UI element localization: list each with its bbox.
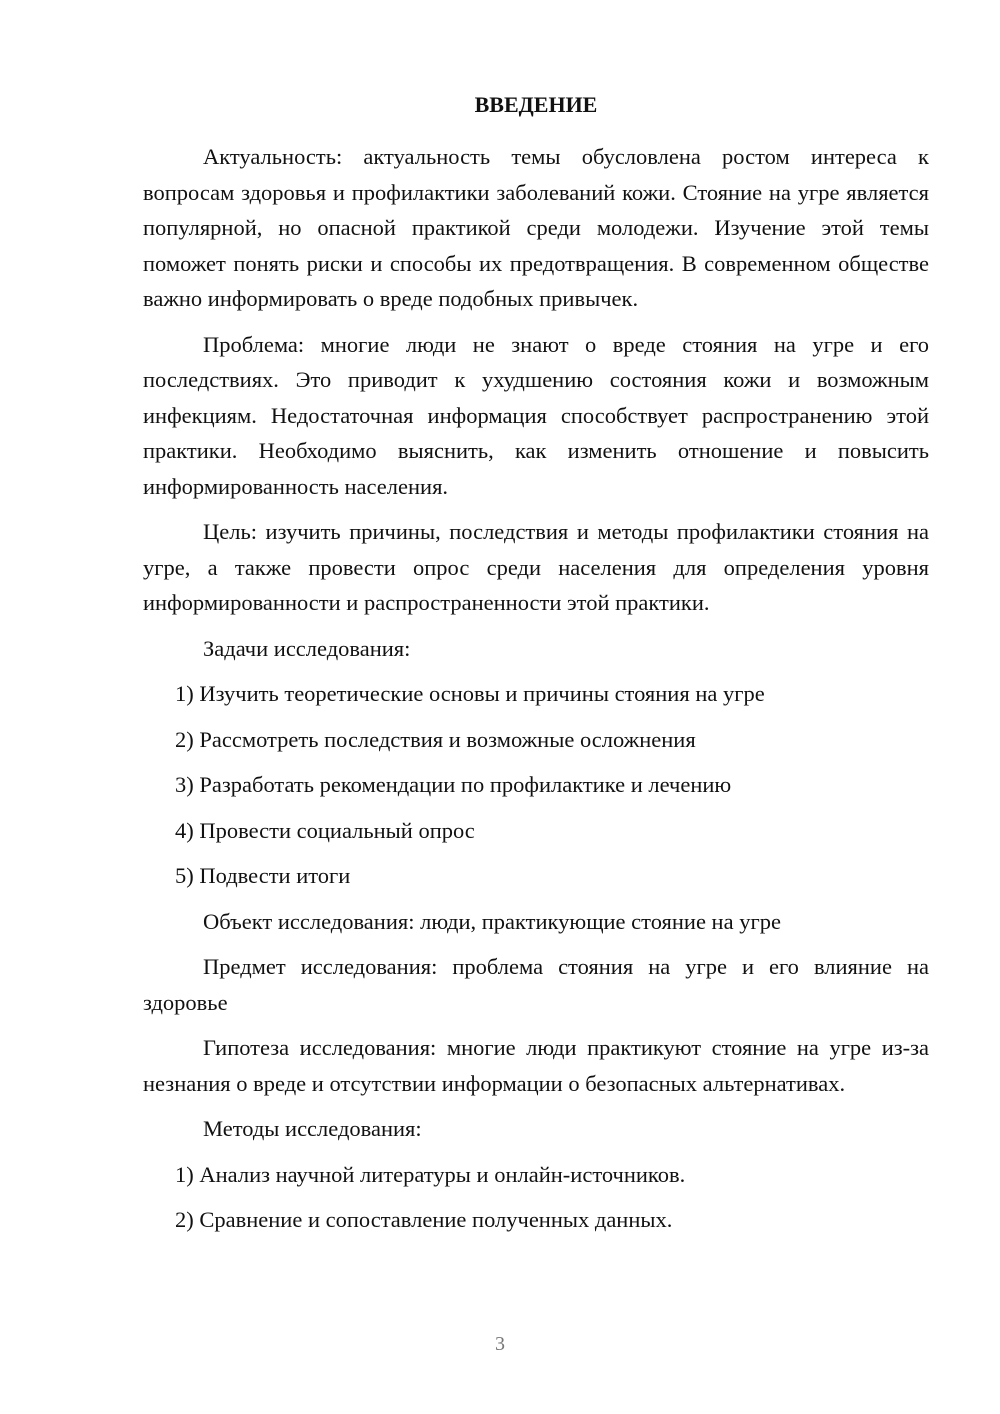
task-item: 1) Изучить теоретические основы и причины стояния на угре [175, 681, 765, 706]
document-page [143, 90, 929, 1248]
goal-paragraph: Цель: изучить причины, последствия и методы профилактики стояния на угре, а также провести опрос среди населения для определения уровня информированности и распространенности этой практики. [143, 519, 929, 615]
task-item: 4) Провести социальный опрос [175, 817, 475, 843]
task-item: 3) Разработать рекомендации по профилактике и лечению [175, 772, 732, 797]
object-line: Объект исследования: люди, практикующие стояние на угре [203, 908, 781, 934]
method-item: 2) Сравнение и сопоставление полученных данных. [175, 1207, 673, 1232]
subject-paragraph: Предмет исследования: проблема стояния на угре и его влияние на здоровье [143, 954, 929, 1015]
method-item: 1) Анализ научной литературы и онлайн-источников. [175, 1161, 686, 1187]
section-title: ВВЕДЕНИЕ [474, 92, 598, 117]
hypothesis-paragraph: Гипотеза исследования: многие люди практикуют стояние на угре из-за незнания о вреде и отсутствии информации о безопасных альтернативах. [143, 1035, 929, 1096]
methods-heading: Методы исследования: [203, 1116, 422, 1141]
page-number: 3 [495, 1333, 505, 1355]
task-item: 5) Подвести итоги [175, 863, 351, 888]
problem-paragraph: Проблема: многие люди не знают о вреде стояния на угре и его последствиях. Это приводит к ухудшению состояния кожи и возможным инфекциям. Недостаточная информация способствует распространению этой практики. Необходимо выяснить, как изменить отношение и повысить информированность населения. [143, 331, 929, 499]
tasks-heading: Задачи исследования: [203, 635, 411, 661]
relevance-paragraph: Актуальность: актуальность темы обусловлена ростом интереса к вопросам здоровья и профилактики заболеваний кожи. Стояние на угре является популярной, но опасной практикой среди молодежи. Изучение этой темы поможет понять риски и способы их предотвращения. В современном обществе важно информировать о вреде подобных привычек. [143, 144, 929, 311]
task-item: 2) Рассмотреть последствия и возможные осложнения [175, 726, 696, 752]
